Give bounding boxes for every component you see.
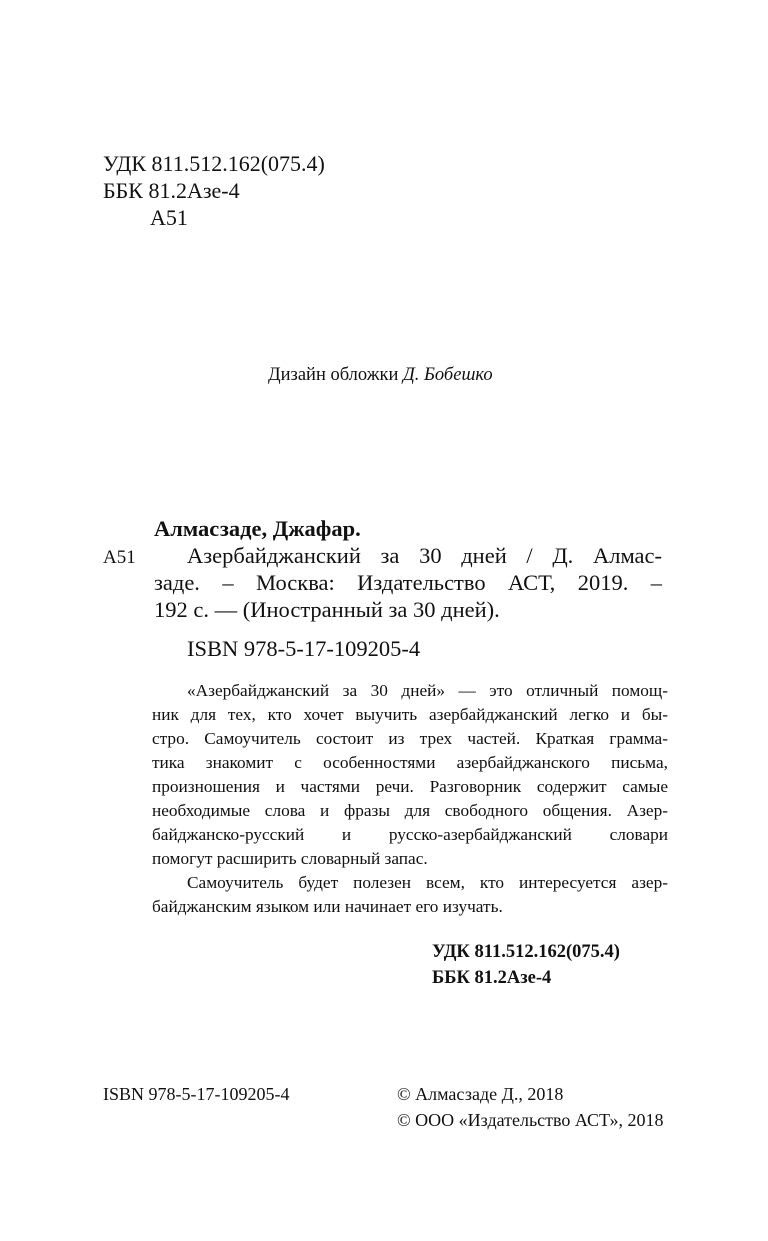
annotation-line: стро. Самоучитель состоит из трех частей. Краткая грамма- xyxy=(152,729,668,748)
bbk-code: ББК 81.2Азе-4 xyxy=(103,178,240,203)
cover-design-label: Дизайн обложки xyxy=(268,365,399,385)
cover-design-credit xyxy=(268,366,493,385)
annotation-line: тика знакомит с особенностями азербайджанского письма, xyxy=(152,753,668,772)
udk-bold: УДК 811.512.162(075.4) xyxy=(432,942,620,962)
annotation-line: «Азербайджанский за 30 дней» — это отличный помощ- xyxy=(187,681,668,700)
bib-author-sign: А51 xyxy=(103,547,136,568)
bib-line: заде. – Москва: Издательство АСТ, 2019. – xyxy=(154,570,662,595)
bib-line: Азербайджанский за 30 дней / Д. Алмас- xyxy=(187,543,662,568)
annotation-line: Самоучитель будет полезен всем, кто интересуется азер- xyxy=(187,873,668,892)
bib-line: 192 с. — (Иностранный за 30 дней). xyxy=(154,597,500,622)
author-sign: А51 xyxy=(150,205,188,230)
copyright-publisher: © ООО «Издательство АСТ», 2018 xyxy=(397,1110,664,1130)
annotation-line: произношения и частями речи. Разговорник содержит самые xyxy=(152,777,668,796)
copyright-author: © Алмасзаде Д., 2018 xyxy=(397,1084,564,1104)
annotation-line: байджанско-русский и русско-азербайджанский словари xyxy=(152,825,668,844)
udk-code: УДК 811.512.162(075.4) xyxy=(103,151,325,176)
author-heading: Алмасзаде, Джафар. xyxy=(154,516,361,541)
footer-isbn: ISBN 978-5-17-109205-4 xyxy=(103,1084,290,1104)
annotation-line: ник для тех, кто хочет выучить азербайджанский легко и бы- xyxy=(152,705,668,724)
annotation-line: байджанским языком или начинает его изучать. xyxy=(152,897,503,916)
bbk-bold: ББК 81.2Азе-4 xyxy=(432,968,552,988)
annotation-line: помогут расширить словарный запас. xyxy=(152,849,428,868)
cover-designer: Д. Бобешко xyxy=(402,365,493,385)
bib-isbn: ISBN 978-5-17-109205-4 xyxy=(187,636,421,661)
annotation-line: необходимые слова и фразы для свободного общения. Азер- xyxy=(152,801,668,820)
